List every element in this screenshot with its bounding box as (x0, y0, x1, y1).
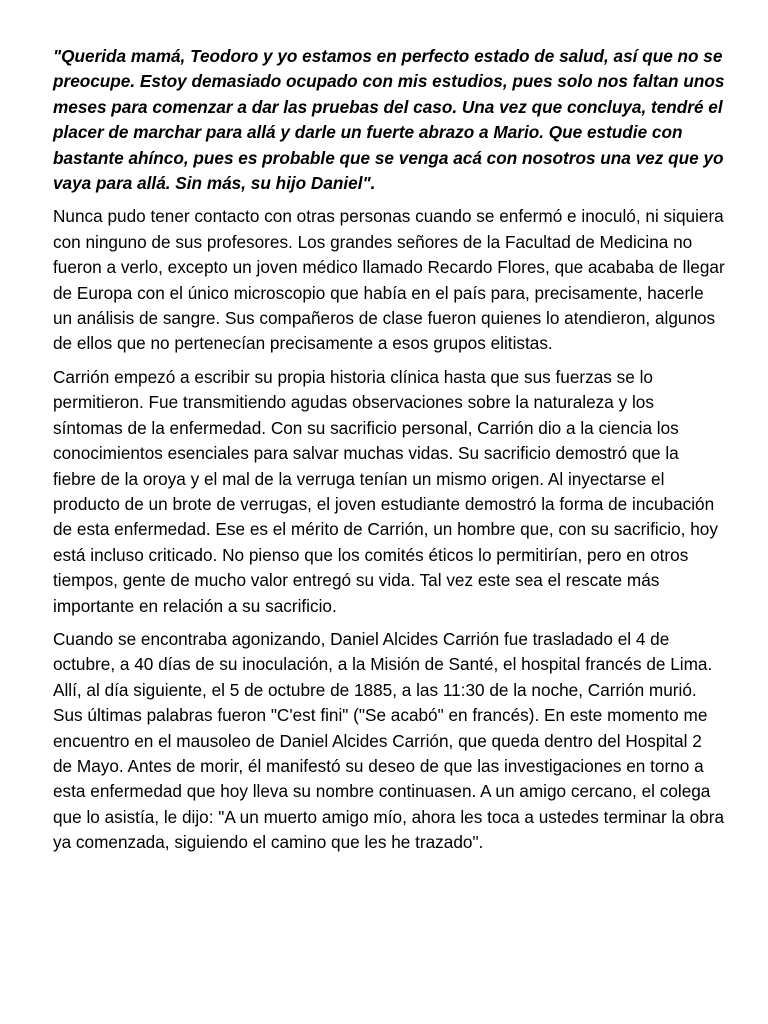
paragraph-clinical-history: Carrión empezó a escribir su propia historia clínica hasta que sus fuerzas se lo permitieron. Fue transmitiendo agudas observaciones sobre la naturaleza y los síntomas de la enfermedad. Con su sacrificio personal, Carrión dio a la ciencia los conocimientos esenciales para salvar muchas vidas. Su sacrificio demostró que la fiebre de la oroya y el mal de la verruga tenían un mismo origen. Al inyectarse el producto de un brote de verrugas, el joven estudiante demostró la forma de incubación de esta enfermedad. Ese es el mérito de Carrión, un hombre que, con su sacrificio, hoy está incluso criticado. No pienso que los comités éticos lo permitirían, pero en otros tiempos, gente de mucho valor entregó su vida. Tal vez este sea el rescate más importante en relación a su sacrificio. (53, 366, 718, 616)
paragraph-death: Cuando se encontraba agonizando, Daniel Alcides Carrión fue trasladado el 4 de octubre, a 40 días de su inoculación, a la Misión de Santé, el hospital francés de Lima. Allí, al día siguiente, el 5 de octubre de 1885, a las 11:30 de la noche, Carrión murió. Sus últimas palabras fueron "C'est fini" ("Se acabó" en francés). En este momento me encuentro en el mausoleo de Daniel Alcides Carrión, que queda dentro del Hospital 2 de Mayo. Antes de morir, él manifestó su deseo de que las investigaciones en torno a esta enfermedad que hoy lleva su nombre continuasen. A un amigo cercano, el colega que lo asistía, le dijo: "A un muerto amigo mío, ahora les toca a ustedes terminar la obra ya comenzada, siguiendo el camino que les he trazado". (53, 628, 725, 853)
paragraph-contact: Nunca pudo tener contacto con otras personas cuando se enfermó e inoculó, ni siquiera con ninguno de sus profesores. Los grandes señores de la Facultad de Medicina no fueron a verlo, excepto un joven médico llamado Recardo Flores, que acababa de llegar de Europa con el único microscopio que había en el país para, precisamente, hacerle un análisis de sangre. Sus compañeros de clase fueron quienes lo atendieron, algunos de ellos que no pertenecían precisamente a esos grupos elitistas. (53, 206, 725, 354)
document-page (53, 44, 725, 864)
letter-quote: "Querida mamá, Teodoro y yo estamos en perfecto estado de salud, así que no se preocupe. Estoy demasiado ocupado con mis estudios, pues solo nos faltan unos meses para comenzar a dar las pruebas del caso. Una vez que concluya, tendré el placer de marchar para allá y darle un fuerte abrazo a Mario. Que estudie con bastante ahínco, pues es probable que se venga acá con nosotros una vez que yo vaya para allá. Sin más, su hijo Daniel". (53, 46, 725, 194)
